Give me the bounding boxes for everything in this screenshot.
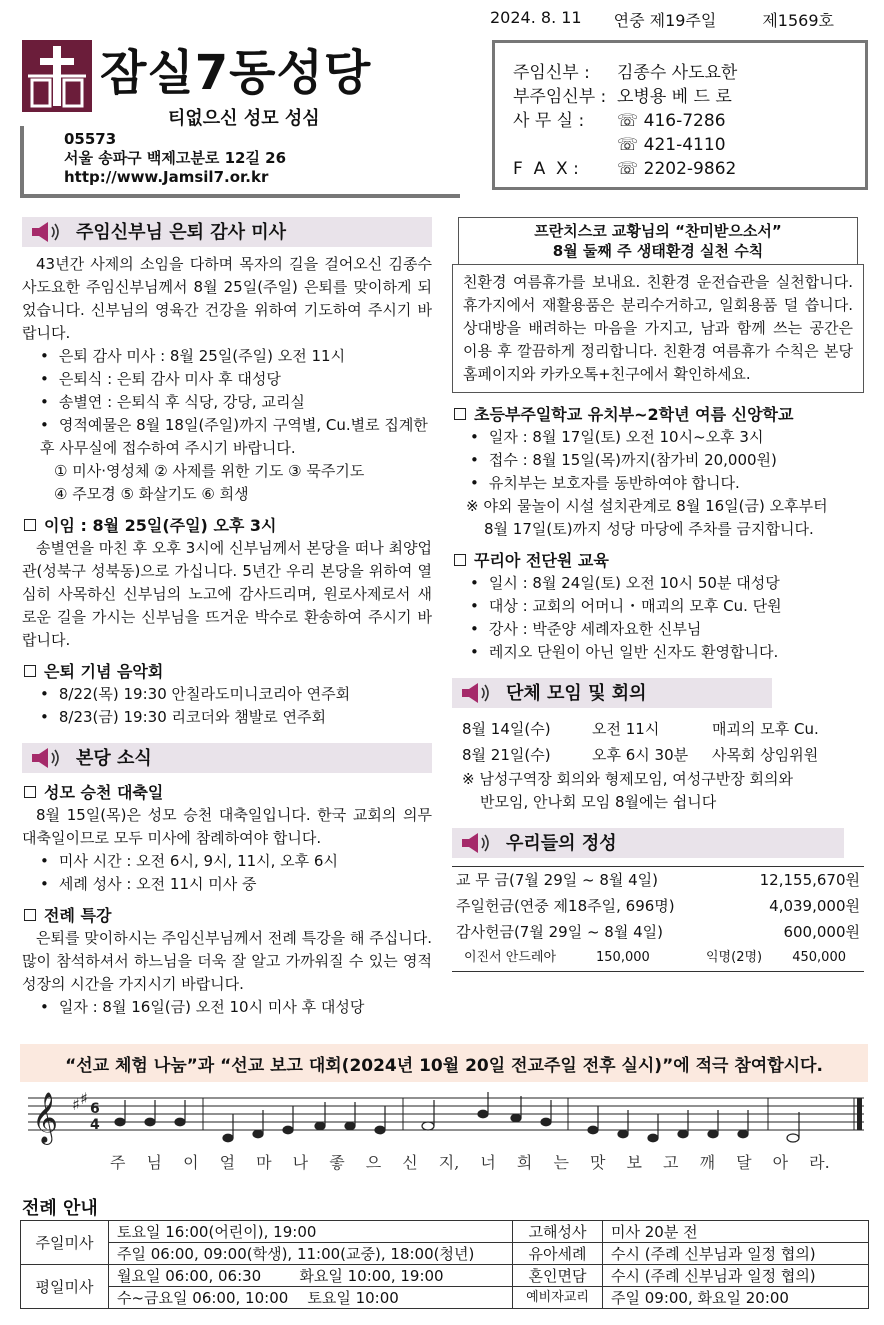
assumption-heading xyxy=(22,781,432,804)
list-item: • 은퇴 감사 미사 : 8월 25일(주일) 오전 11시 xyxy=(40,345,432,368)
info-value: ☏ 2202-9862 xyxy=(617,159,737,179)
meetings-note: ※ 남성구역장 회의와 형제모임, 여성구반장 회의와 xyxy=(462,770,793,788)
spiritual-offering-line: ① 미사·영성체 ② 사제를 위한 기도 ③ 묵주기도 xyxy=(54,462,365,480)
lyric-syllable: 보 xyxy=(626,1153,642,1172)
list-item: • 일시 : 8월 24일(토) 오전 10시 50분 대성당 xyxy=(470,572,864,595)
lyric-syllable: 님 xyxy=(146,1153,162,1172)
camp-note: 8월 17일(토)까지 성당 마당에 주차를 금지합니다. xyxy=(484,520,814,538)
address: 서울 송파구 백제고분로 12길 26 xyxy=(64,149,287,167)
meeting-time: 오전 11시 xyxy=(592,720,660,738)
info-label xyxy=(513,133,617,157)
meetings-note: 반모임, 안나회 모임 8월에는 쉽니다 xyxy=(480,793,717,811)
section-title: 단체 모임 및 회의 xyxy=(506,682,647,704)
svg-text:4: 4 xyxy=(90,1117,100,1133)
sacrament-label: 유아세례 xyxy=(513,1243,603,1265)
meeting-time: 오후 6시 30분 xyxy=(592,746,689,764)
meeting-row xyxy=(452,716,864,742)
sacrament-label: 고해성사 xyxy=(513,1221,603,1243)
mass-time: 토요일 16:00(어린이), 19:00 xyxy=(109,1221,513,1243)
donor-amount: 150,000 xyxy=(596,950,650,965)
table-row xyxy=(21,1265,869,1287)
list-item: • 일자 : 8월 17일(토) 오전 10시~오후 3시 xyxy=(470,426,864,449)
anonymous-label: 익명(2명) xyxy=(706,950,763,965)
sacrament-value: 수시 (주례 신부님과 일정 협의) xyxy=(603,1265,869,1287)
mass-time: 월요일 06:00, 06:30 화요일 10:00, 19:00 xyxy=(109,1265,513,1287)
camp-note: ※ 야외 물놀이 시설 설치관계로 8월 16일(금) 오후부터 xyxy=(466,497,828,515)
offering-label: 주일헌금(연중 제18주일, 696명) xyxy=(456,897,675,915)
assumption-list xyxy=(22,850,432,896)
list-item: • 미사 시간 : 오전 6시, 9시, 11시, 오후 6시 xyxy=(40,850,432,873)
anonymous-amount: 450,000 xyxy=(792,950,846,965)
treble-clef-icon: 𝄞 xyxy=(32,1092,59,1143)
lyrics-line xyxy=(110,1150,830,1173)
issue-line xyxy=(490,8,870,31)
sacrament-value: 수시 (주례 신부님과 일정 협의) xyxy=(603,1243,869,1265)
speaker-icon xyxy=(460,831,492,855)
lyric-syllable: 주 xyxy=(110,1153,126,1172)
donation-row xyxy=(452,945,864,972)
parish-subtitle: 티없으신 성모 성심 xyxy=(168,108,320,129)
sacrament-label: 예비자교리 xyxy=(513,1287,603,1309)
info-label: F A X : xyxy=(513,159,579,179)
info-label: 부주임신부 : xyxy=(513,87,607,107)
checkbox-icon xyxy=(454,408,466,420)
website-link[interactable]: http://www.Jamsil7.or.kr xyxy=(64,168,269,186)
info-row xyxy=(513,85,847,109)
liturgy-table xyxy=(20,1220,869,1309)
camp-heading xyxy=(452,403,864,426)
lyric-syllable: 희 xyxy=(516,1153,533,1172)
lyric-syllable: 좋 xyxy=(329,1153,345,1172)
svg-text:6: 6 xyxy=(90,1101,100,1117)
lyric-syllable: 너 xyxy=(480,1153,496,1172)
table-row xyxy=(452,893,864,919)
checkbox-icon xyxy=(24,909,36,921)
right-column xyxy=(452,217,864,972)
weekday-mass-label: 평일미사 xyxy=(21,1265,109,1309)
address-box xyxy=(20,126,460,198)
lyric-syllable: 신 xyxy=(402,1153,418,1172)
list-item: • 일자 : 8월 16일(금) 오전 10시 미사 후 대성당 xyxy=(40,996,432,1019)
meeting-row xyxy=(452,742,864,768)
list-item: • 영적예물은 8월 18일(주일)까지 구역별, Cu.별로 집계한 후 사무실에 접수하여 주시기 바랍니다. xyxy=(40,414,432,460)
list-item: • 레지오 단원이 아닌 일반 신자도 환영합니다. xyxy=(470,641,864,664)
concert-heading xyxy=(22,660,432,683)
assumption-paragraph: 8월 15일(목)은 성모 승천 대축일입니다. 한국 교회의 의무 대축일이므로 모두 미사에 참례하여야 합니다. xyxy=(22,806,432,847)
lecture-heading xyxy=(22,904,432,927)
lyric-syllable: 얼 xyxy=(219,1153,236,1172)
speaker-icon xyxy=(460,681,492,705)
donor-name: 이진서 안드레아 xyxy=(464,950,557,965)
info-value: ☏ 416-7286 xyxy=(617,111,726,131)
lecture-title: 전례 특강 xyxy=(44,906,112,925)
sacrament-value: 주일 09:00, 화요일 20:00 xyxy=(603,1287,869,1309)
info-row xyxy=(513,109,847,133)
list-item: • 강사 : 박준양 세례자요한 신부님 xyxy=(470,618,864,641)
lyric-syllable: 는 xyxy=(553,1153,569,1172)
postcode: 05573 xyxy=(64,130,117,148)
lyric-syllable: 지, xyxy=(438,1153,460,1172)
list-item: • 대상 : 교회의 어머니 ･ 매괴의 모후 Cu. 단원 xyxy=(470,595,864,618)
table-row xyxy=(21,1243,869,1265)
parish-logo xyxy=(22,40,92,112)
list-item: • 세례 성사 : 오전 11시 미사 중 xyxy=(40,873,432,896)
lyric-syllable: 깨 xyxy=(699,1153,716,1172)
table-row xyxy=(452,919,864,945)
sacrament-label: 혼인면담 xyxy=(513,1265,603,1287)
list-item: • 8/22(목) 19:30 안칠라도미니코리아 연주회 xyxy=(40,683,432,706)
table-row xyxy=(452,945,864,972)
table-row xyxy=(21,1287,869,1309)
liturgy-title: 전례 안내 xyxy=(22,1198,98,1219)
meeting-list xyxy=(452,716,864,768)
section-retire xyxy=(22,217,432,247)
spiritual-offering-line: ④ 주모경 ⑤ 화살기도 ⑥ 희생 xyxy=(54,485,249,503)
parish-name: 잠실7동성당 xyxy=(100,45,372,101)
list-item: • 접수 : 8월 15일(목)까지(참가비 20,000원) xyxy=(470,449,864,472)
church-logo-icon xyxy=(22,40,92,112)
info-row xyxy=(513,133,847,157)
offering-label: 감사헌금(7월 29일 ~ 8월 4일) xyxy=(456,923,663,941)
list-item: • 은퇴식 : 은퇴 감사 미사 후 대성당 xyxy=(40,368,432,391)
lyric-syllable: 마 xyxy=(256,1153,272,1172)
sunday-mass-label: 주일미사 xyxy=(21,1221,109,1265)
info-row xyxy=(513,157,847,181)
section-offering xyxy=(452,828,844,858)
camp-title: 초등부주일학교 유치부~2학년 여름 신앙학교 xyxy=(474,405,794,424)
mission-banner: “선교 체험 나눔”과 “선교 보고 대회(2024년 10월 20일 전교주일 전후 실시)”에 적극 참여합시다. xyxy=(20,1044,868,1082)
section-meetings xyxy=(452,678,772,708)
issue-number: 제1569호 xyxy=(762,11,834,30)
lyric-syllable: 이 xyxy=(183,1153,199,1172)
depart-title: 이임 : 8월 25일(주일) 오후 3시 xyxy=(44,516,277,535)
lyric-syllable: 고 xyxy=(663,1153,679,1172)
pope-heading xyxy=(458,217,858,264)
checkbox-icon xyxy=(24,665,36,677)
depart-paragraph: 송별연을 마친 후 오후 3시에 신부님께서 본당을 떠나 최양업관(성북구 성북동)으로 가십니다. 5년간 우리 본당을 위하여 열심히 사목하신 신부님의 노고에 감사드리며, 원로사제로서 새로운 길을 가시는 신부님을 뜨거운 박수로 환송하여 주시기 바랍니다. xyxy=(22,539,432,649)
meeting-name: 매괴의 모후 Cu. xyxy=(712,720,819,738)
lecture-paragraph: 은퇴를 맞이하시는 주임신부님께서 전례 특강을 해 주십니다. 많이 참석하셔서 하느님을 더욱 잘 알고 가까워질 수 있는 영적 성장의 시간을 가지시기 바랍니다. xyxy=(22,929,432,993)
offering-amount: 600,000원 xyxy=(783,923,860,941)
assumption-title: 성모 승천 대축일 xyxy=(44,783,164,802)
curia-list xyxy=(452,572,864,664)
section-title: 본당 소식 xyxy=(76,747,152,769)
table-row xyxy=(452,867,864,894)
offering-label: 교 무 금(7월 29일 ~ 8월 4일) xyxy=(452,867,731,894)
sacrament-value: 미사 20분 전 xyxy=(603,1221,869,1243)
camp-list xyxy=(452,426,864,495)
left-column xyxy=(22,217,432,1019)
meeting-date: 8월 21일(수) xyxy=(462,746,551,764)
info-label: 주임신부 : xyxy=(513,63,590,83)
info-row xyxy=(513,61,847,85)
lyric-syllable: 아 xyxy=(772,1153,789,1172)
meeting-name: 사목회 상임위원 xyxy=(712,746,819,764)
pope-heading-line: 8월 둘째 주 생태환경 실천 수칙 xyxy=(552,242,764,260)
lyric-syllable: 나 xyxy=(292,1153,309,1172)
meeting-date: 8월 14일(수) xyxy=(462,720,551,738)
speaker-icon xyxy=(30,746,62,770)
curia-title: 꾸리아 전단원 교육 xyxy=(474,551,609,570)
depart-heading xyxy=(22,514,432,537)
svg-text:♯: ♯ xyxy=(72,1095,80,1114)
pope-box: 친환경 여름휴가를 보내요. 친환경 운전습관을 실천합니다. 휴가지에서 재활용품은 분리수거하고, 일회용품 덜 씁니다. 상대방을 배려하는 마음을 가지고, 남과 함께 쓰는 공간은 이용 후 깔끔하게 정리합니다. 친환경 여름휴가 수칙은 본당 홈페이지와 카카오톡+친구에서 확인하세요. xyxy=(452,264,864,393)
list-item: • 송별연 : 은퇴식 후 식당, 강당, 교리실 xyxy=(40,391,432,414)
mass-time: 수~금요일 06:00, 10:00 토요일 10:00 xyxy=(109,1287,513,1309)
info-label: 사 무 실 : xyxy=(513,111,585,131)
offering-table xyxy=(452,866,864,972)
lyric-syllable: 달 xyxy=(736,1153,752,1172)
checkbox-icon xyxy=(454,554,466,566)
info-value: ☏ 421-4110 xyxy=(617,135,726,155)
lyric-syllable: 맛 xyxy=(589,1153,606,1172)
table-row xyxy=(21,1221,869,1243)
lyric-syllable: 라. xyxy=(809,1153,830,1172)
section-news xyxy=(22,743,432,773)
issue-date: 2024. 8. 11 xyxy=(490,8,582,27)
offering-amount: 4,039,000원 xyxy=(769,897,860,915)
section-title: 주임신부님 은퇴 감사 미사 xyxy=(76,221,287,243)
concert-title: 은퇴 기념 음악회 xyxy=(44,662,164,681)
checkbox-icon xyxy=(24,519,36,531)
svg-text:♯: ♯ xyxy=(80,1089,88,1108)
info-value: 김종수 사도요한 xyxy=(617,63,738,83)
retire-paragraph: 43년간 사제의 소임을 다하며 목자의 길을 걸어오신 김종수 사도요한 주임신부님께서 8월 25일(주일) 은퇴를 맞이하게 되었습니다. 신부님의 영육간 건강을 위하여 기도하여 주시기 바랍니다. xyxy=(22,255,432,342)
issue-week: 연중 제19주일 xyxy=(613,11,717,30)
lecture-list xyxy=(22,996,432,1019)
contact-info-box xyxy=(492,40,868,190)
lyric-syllable: 으 xyxy=(365,1153,382,1172)
checkbox-icon xyxy=(24,786,36,798)
pope-heading-line: 프란치스코 교황님의 “찬미받으소서” xyxy=(534,222,782,240)
concert-list xyxy=(22,683,432,729)
list-item: • 8/23(금) 19:30 리코더와 챔발로 연주회 xyxy=(40,706,432,729)
list-item: • 유치부는 보호자를 동반하여야 합니다. xyxy=(470,472,864,495)
mass-time: 주일 06:00, 09:00(학생), 11:00(교중), 18:00(청년) xyxy=(109,1243,513,1265)
curia-heading xyxy=(452,549,864,572)
info-value: 오병용 베 드 로 xyxy=(617,87,732,107)
speaker-icon xyxy=(30,220,62,244)
section-title: 우리들의 정성 xyxy=(506,832,617,854)
retire-list xyxy=(22,345,432,460)
offering-amount: 12,155,670원 xyxy=(731,867,864,894)
